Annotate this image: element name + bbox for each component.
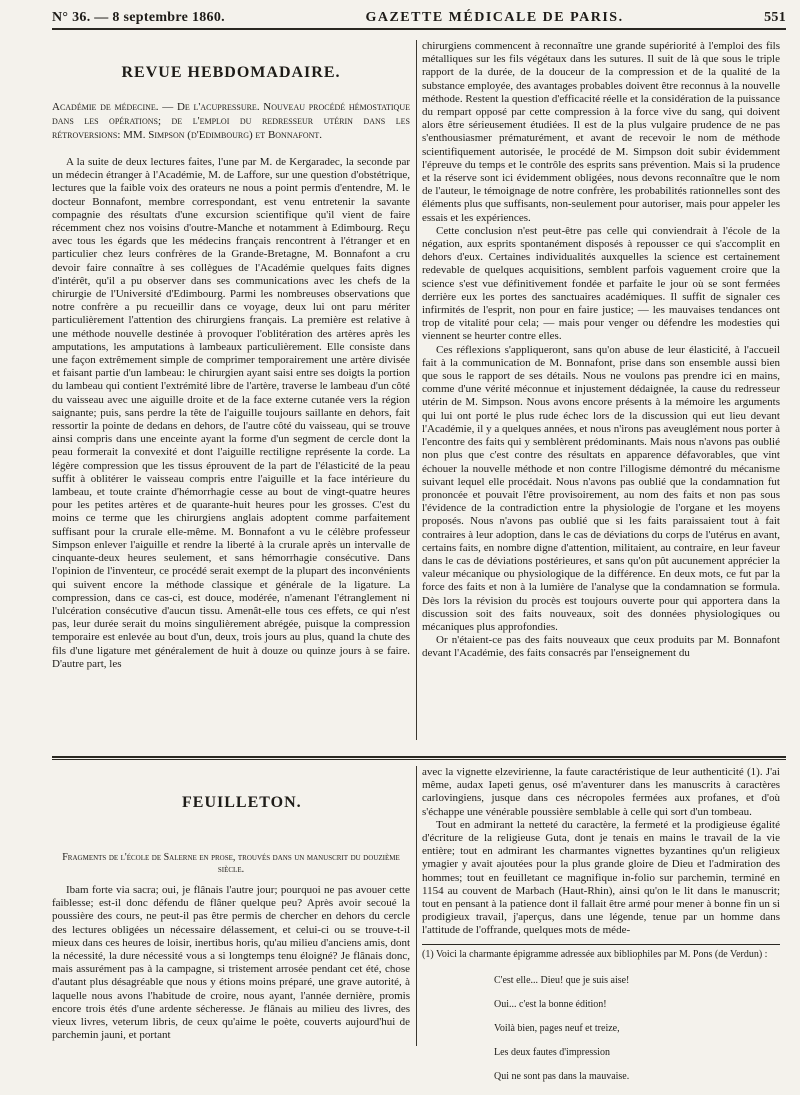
- feuilleton-rule: [52, 756, 786, 758]
- running-head: [52, 10, 786, 30]
- footnote-rule: [422, 944, 780, 945]
- poem-line: Voilà bien, pages neuf et treize,: [494, 1022, 620, 1034]
- feuilleton-rule-thin: [52, 759, 786, 760]
- revue-paragraph: Cette conclusion n'est peut-être pas celle qui conviendrait à l'école de la négation, aux esprits spontanément disposés à repousser ce qui s'accomplit en dehors d'eux. Certaines individualités auxquelles la science est certainement redevable de quelques acquisitions, semblent parfois vaguement croire que la science s'est vue définitivement fondée et parfaite le jour où se sont fermées derrière eux les portes des sanctuaires académiques. Il suffit de signaler ces infirmités de l'esprit, non pour en faire justice; — les mauvaises tendances ont trop de vitalité pour cela; — mais pour venger ou défendre les modesties qui viennent se heurter contre elles.: [422, 224, 780, 343]
- feuilleton-column-divider: [416, 766, 417, 1046]
- column-divider: [416, 40, 417, 740]
- revue-right-column: [422, 40, 780, 661]
- revue-abstract: Académie de médecine. — De l'acupressure. Nouveau procédé hémostatique dans les opérations; de l'emploi du redresseur utérin dans les rétroversions: MM. Simpson (d'Edimbourg) et Bonnafont.: [52, 101, 410, 141]
- poem-line: C'est elle... Dieu! que je suis aise!: [494, 974, 630, 986]
- newspaper-page: [52, 10, 786, 1082]
- revue-paragraph: chirurgiens commencent à reconnaître une grande supériorité à l'emploi des fils métalliques sur les fils végétaux dans les sutures. Il suit de là que sous le triple rapport de la durée, de la douceur de la compression et de la qualité de la substance employée, des avantages probables doivent être reconnus à la nouvelle méthode. Restent la question d'efficacité réelle et la considération de la puissance du rempart opposé par cette compression à la force vive du sang, qui doivent alors être sérieusement étudiées. Il est de la plus vulgaire prudence de ne pas s'enthousiasmer prématurément, et avant de recevoir le nom de méthode scientifiquement autorisée, le procédé de M. Simpson doit subir évidemment l'épreuve du temps et le contrôle des esprits sans prévention. Mais si la prudence et la réserve sont ici évidemment obligées, nous devons reconnaître que le nom de l'auteur, le témoignage de notre confrère, les probabilités rationnelles sont des éléments plus que suffisants, non-seulement pour autoriser, mais pour appeler les essais et les expériences.: [422, 40, 780, 224]
- page-number: 551: [764, 10, 786, 25]
- feuilleton-section: [52, 766, 786, 1082]
- footnote: (1) Voici la charmante épigramme adressée aux bibliophiles par M. Pons (de Verdun) :: [422, 948, 768, 960]
- revue-paragraph: A la suite de deux lectures faites, l'une par M. de Kergaradec, la seconde par un médecin étranger à l'Académie, M. de Laffore, sur une question d'obstétrique, lectures que la faible voix des orateurs ne nous a point permis d'entendre, M. le docteur Bonnafont, membre correspondant, est venu entretenir la savante compagnie des résultats d'une excursion scientifique qu'il vient de faire récemment chez nos voisins d'outre-Manche et notamment à Edimbourg. Reçu avec tous les égards que les médecins français rencontrent à l'étranger et en particulier chez leurs confrères de la Grande-Bretagne, M. Bonnafont a cru devoir faire connaître à ses collègues de l'Académie quelques faits dignes d'intérêt, qu'il a pu observer dans ses communications avec les chefs de la chirurgie de l'Université d'Edimbourg. Parmi les nombreuses observations que notre confrère a pu recueillir dans ce voyage, deux lui ont paru mériter particulièrement l'attention des chirurgiens français. La première est relative à une méthode nouvelle destinée à provoquer l'oblitération des artères après les amputations, les amputations à lambeaux particulièrement. Elle consiste dans une façon extrêmement simple de comprimer temporairement une artère divisée et faisant partie d'un lambeau: le chirurgien ayant saisi entre ses doigts la portion du lambeau qui contient l'extrémité libre de l'artère, traverse le lambeau d'un côté du vaisseau avec une aiguille droite et de la face externe cutanée vers la région saignante; puis, sans perdre la tête de l'aiguille toujours saillante en dehors, fait ressortir la pointe de dedans en dehors, de l'autre côté du vaisseau, qui se trouve ainsi compris dans une enceinte ayant la forme d'un segment de cercle dont la peau formerait la convexité et dont l'aiguille rectiligne représente la corde. La légère compression que les tissus éprouvent de la part de l'élasticité de la peau suffit à oblitérer le vaisseau compris entre l'aiguille et la face intérieure du lambeau, et toute crainte d'hémorrhagie cesse au bout de vingt-quatre heures pour les petites artères et de quarante-huit heures pour les grosses. C'est du moins ce terme que les chirurgiens anglais adoptent comme parfaitement suffisant pour la crurale elle-même. M. Bonnafont a vu le célèbre professeur Simpson enlever l'aiguille et rendre la liberté à la crurale après un intervalle de cinquante-deux heures seulement, et sans hémorrhagie consécutive. Dans l'opinion de l'inventeur, ce procédé serait exempt de la plupart des inconvénients qui suivent encore la méthode classique et générale de la ligature. La compression, dans ce cas-ci, est douce, modérée, n'amenant l'étranglement ni l'ulcération consécutive d'aucun tissu. Amenât-elle tous ces effets, ce qui n'est pas, leur durée serait du moins singulièrement abrégée, puisque la compression temporaire est enlevée au bout d'un, deux, trois jours au plus, quand la chute des fils d'une ligature met généralement de huit à douze ou quinze jours à se faire. D'autre part, les: [52, 156, 410, 670]
- issue-date: N° 36. — 8 septembre 1860.: [52, 10, 225, 25]
- revue-paragraph: Or n'étaient-ce pas des faits nouveaux que ceux produits par M. Bonnafont devant l'Académie, des faits consacrés par l'enseignement du: [422, 634, 780, 660]
- feuilleton-paragraph: Ibam forte via sacra; oui, je flânais l'autre jour; pourquoi ne pas avouer cette faiblesse; est-il donc défendu de flâner quelque peu? Après avoir secoué la poussière des cours, ne peut-il pas être permis de chercher en dehors du cercle des lectures obligées un nécessaire délassement, et celui-ci ou se trouve-t-il mieux dans ces heures de loisir, inertibus horis, qu'au milieu d'anciens amis, dont la nécessité, la dure nécessité vous a si longtemps tenu éloigné? Je flânais donc, mais assurément pas à la campagne, si tristement arrosée pendant cet été, chose d'autant plus désagréable que nous y étions moins préparé, une grave autorité, à laquelle nous avons l'habitude de croire, nous ayant, l'année dernière, promis encore trois étés d'une ardente sécheresse. Je flânais au milieu des livres, des vieux livres, veterum libris, de ceux qu'aime le poète, couverts aujourd'hui de parchemin jauni, et portant: [52, 884, 410, 1042]
- footnote-poem: [494, 963, 780, 1095]
- revue-title: REVUE HEBDOMADAIRE.: [121, 64, 341, 81]
- poem-line: Les deux fautes d'impression: [494, 1046, 610, 1058]
- poem-line: Oui... c'est la bonne édition!: [494, 998, 607, 1010]
- feuilleton-paragraph: avec la vignette elzevirienne, la faute caractéristique de leur authenticité (1). J'ai même, audax Iapeti genus, osé m'aventurer dans les manuscrits à caractères carlovingiens, jusque dans ces nécropoles fermées aux profanes, et d'où s'échappe une vénérable poussière semblable à celle qui sort d'un tombeau.: [422, 766, 780, 818]
- revue-left-column: [52, 40, 410, 671]
- revue-paragraph: Ces réflexions s'appliqueront, sans qu'on abuse de leur élasticité, à l'accueil fait à la communication de M. Bonnafont, prise dans son ensemble aussi bien que sous le rapport de ses détails. Nous ne voulons pas prendre ici en mains, comme d'une vérité méconnue et injustement dédaignée, la cause du redresseur utérin de M. Simpson. Nous avons encore présents à la mémoire les arguments qui lui ont porté le plus rude échec lors de la discussion qui eut lieu devant l'Académie, il y a quelques années, et nous n'irons pas aveuglément nous porter à l'encontre des faits qui y semblèrent prédominants. Mais nous n'avons pas oublié non plus que c'est contre des résultats en apparence défavorables, que vint échouer la nouvelle méthode et non contre l'illogisme démontré du mécanisme suivant lequel elle procédait. Nous n'avons pas oublié que la condamnation fut prononcée et pouvait l'être provisoirement, au nom des faits et non pas sous l'évidence de la contradiction entre la physiologie de l'organe et les moyens proposés. Nous n'avons pas oublié que si les faits paraissaient tout à fait contraires à leur adoption, dans le cas de déviations du corps de l'utérus en avant, certains faits, en nombre digne d'attention, militaient, au contraire, en leur faveur dans le cas de déviations postérieures, et sans qu'on pût aucunement apprécier la valeur mécanique ou physiologique de la différence. En deux mots, ce fut par la force des faits et non à la lumière de l'analyse que la condamnation se formula. Dès lors la révision du procès est toujours ouverte pour qui apportera dans la discussion soit des faits nouveaux, soit des données physiologiques ou mécaniques plus approfondies.: [422, 343, 780, 633]
- feuilleton-paragraph: Tout en admirant la netteté du caractère, la fermeté et la prodigieuse égalité d'écriture de la religieuse Guta, dont je tenais en mains le travail de la vie entière; tout en admirant les charmantes vignettes byzantines qu'un religieux ymagier y avait ajoutées pour la plus grande gloire de Dieu et l'admiration des hommes; tout en feuilletant ce magnifique in-folio sur parchemin, terminé en 1154 au couvent de Marbach (Haut-Rhin), ainsi qu'on le lit dans le manuscrit; tout en pensant à la patience dont il fallait être armé pour mener à bonne fin un si prodigieux travail, j'aperçus, dans une légende, tenue par un homme dans l'attitude de l'offrande, quelques mots de méde-: [422, 818, 780, 937]
- feuilleton-title: FEUILLETON.: [182, 794, 302, 811]
- feuilleton-subtitle: Fragments de l'école de Salerne en prose, trouvés dans un manuscrit du douzième siècle.: [62, 852, 400, 875]
- poem-line: Qui ne sont pas dans la mauvaise.: [494, 1070, 630, 1082]
- feuilleton-left-column: [52, 852, 410, 1042]
- feuilleton-right-column: [422, 766, 780, 1095]
- journal-title: GAZETTE MÉDICALE DE PARIS.: [365, 10, 624, 25]
